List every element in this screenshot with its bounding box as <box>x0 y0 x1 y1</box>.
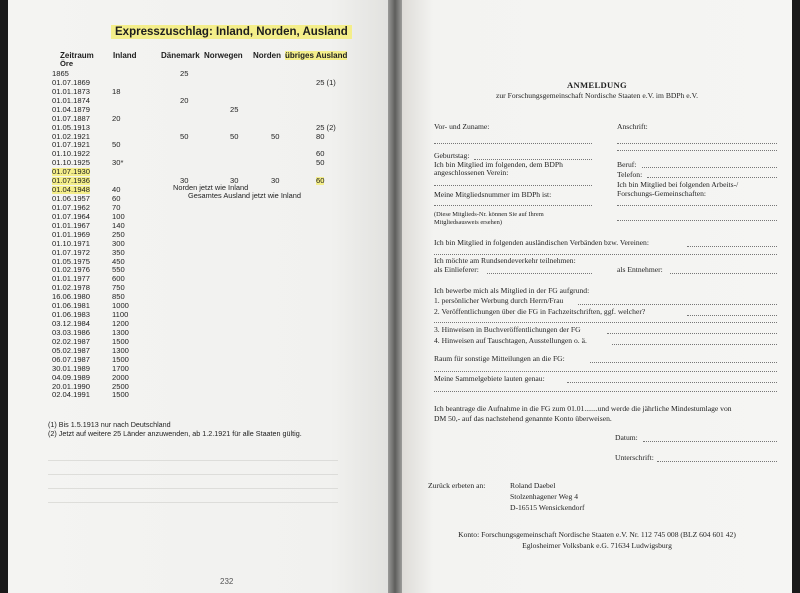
reason-4-field[interactable] <box>612 344 777 345</box>
header-zeitraum: Zeitraum <box>60 51 94 60</box>
member-number-label: Meine Mitgliedsnummer im BDPh ist: <box>434 190 552 199</box>
workgroups-field-1[interactable] <box>617 205 777 206</box>
date-cell: 01.06.1983 <box>52 310 91 320</box>
header-uebriges-ausland: übriges Ausland <box>285 51 348 60</box>
rate-cell: 50 <box>316 158 325 168</box>
date-cell: 01.07.1962 <box>52 202 91 212</box>
collection-label: Meine Sammelgebiete lauten genau: <box>434 374 545 383</box>
return-street: Stolzenhagener Weg 4 <box>510 492 578 501</box>
date-cell: 01.10.1971 <box>52 238 91 248</box>
application-text-1: Ich beantrage die Aufnahme in die FG zum 01.01.......und werde die jährliche Mindestumlage von <box>434 404 732 413</box>
table-title: Expresszuschlag: Inland, Norden, Ausland <box>111 25 352 39</box>
job-field[interactable] <box>642 167 777 168</box>
member-of-label-2: angeschlossenen Verein: <box>434 168 509 177</box>
rate-cell: 20 <box>112 113 121 123</box>
return-label: Zurück erbeten an: <box>428 481 486 490</box>
reason-2-field-2[interactable] <box>434 322 777 323</box>
date-cell: 1865 <box>52 69 69 78</box>
date-cell: 02.02.1987 <box>52 336 91 346</box>
taker-field[interactable] <box>670 273 777 274</box>
header-norwegen: Norwegen <box>204 51 243 60</box>
rate-cell: 40 <box>112 185 121 195</box>
job-label: Beruf: <box>617 160 637 169</box>
return-city: D-16515 Wensickendorf <box>510 503 585 512</box>
rate-cell: 30* <box>112 158 124 168</box>
date-cell: 01.04.1948 <box>52 185 91 195</box>
address-label: Anschrift: <box>617 122 648 131</box>
date-cell: 06.07.1987 <box>52 354 91 364</box>
member-number-note-1: (Diese Mitglieds-Nr. können Sie auf Ihrem <box>434 211 544 218</box>
workgroups-label-2: Forschungs-Gemeinschaften: <box>617 189 706 198</box>
member-of-field[interactable] <box>434 185 592 186</box>
rate-cell: 1100 <box>112 310 129 320</box>
rate-cell: 1300 <box>112 345 129 355</box>
reason-3-field[interactable] <box>607 333 777 334</box>
header-inland: Inland <box>113 51 137 60</box>
date-cell: 01.02.1921 <box>52 131 91 141</box>
rate-cell: 2000 <box>112 372 129 382</box>
rate-cell: 1500 <box>112 390 129 400</box>
other-field-2[interactable] <box>434 371 777 372</box>
workgroups-field-2[interactable] <box>617 220 777 221</box>
date-cell: 01.06.1957 <box>52 194 91 204</box>
member-of-label-1: Ich bin Mitglied im folgenden, dem BDPh <box>434 160 563 169</box>
rate-cell: 550 <box>112 265 125 275</box>
date-cell: 20.01.1990 <box>52 381 91 391</box>
reason-2: 2. Veröffentlichungen über die FG in Fachzeitschriften, ggf. welcher? <box>434 307 646 316</box>
rate-cell: 60 <box>112 194 121 204</box>
form-title: ANMELDUNG <box>567 80 627 90</box>
rate-cell: 1300 <box>112 327 129 337</box>
rate-cell: 250 <box>112 229 125 239</box>
rate-cell: 30 <box>271 176 280 186</box>
reason-2-field[interactable] <box>687 315 777 316</box>
collection-field-2[interactable] <box>434 391 777 392</box>
signature-label: Unterschrift: <box>615 453 654 462</box>
account-line-1: Konto: Forschungsgemeinschaft Nordische Staaten e.V. Nr. 112 745 008 (BLZ 604 601 42) <box>458 530 736 539</box>
address-field[interactable] <box>617 143 777 144</box>
supplier-label: als Einlieferer: <box>434 265 479 274</box>
date-cell: 01.01.1977 <box>52 274 91 284</box>
collection-field[interactable] <box>567 382 777 383</box>
date-label: Datum: <box>615 433 638 442</box>
rate-cell: 1000 <box>112 301 129 311</box>
rate-cell: 140 <box>112 220 125 230</box>
rate-cell: 100 <box>112 211 125 221</box>
rate-cell: 350 <box>112 247 125 257</box>
rate-cell: 750 <box>112 283 125 293</box>
rate-cell: 60 <box>316 176 325 186</box>
member-number-field[interactable] <box>434 205 592 206</box>
note-norden: Norden jetzt wie Inland <box>173 183 249 192</box>
account-line-2: Eglosheimer Volksbank e.G. 71634 Ludwigsburg <box>522 541 672 550</box>
date-cell: 01.02.1976 <box>52 265 91 275</box>
workgroups-label-1: Ich bin Mitglied bei folgenden Arbeits-/ <box>617 180 739 189</box>
rate-cell: 25 <box>230 104 239 114</box>
name-field[interactable] <box>434 143 592 144</box>
rate-cell: 50 <box>230 131 239 141</box>
other-label: Raum für sonstige Mitteilungen an die FG: <box>434 354 565 363</box>
date-cell: 30.01.1989 <box>52 363 91 373</box>
date-cell: 01.07.1930 <box>52 167 91 177</box>
unit-row: Öre <box>60 59 74 68</box>
left-page <box>8 0 388 593</box>
date-cell: 01.01.1967 <box>52 220 91 230</box>
date-cell: 04.09.1989 <box>52 372 91 382</box>
book-spine <box>388 0 402 593</box>
rate-cell: 25 (1) <box>316 77 336 87</box>
date-cell: 01.07.1887 <box>52 113 91 123</box>
date-cell: 05.02.1987 <box>52 345 91 355</box>
return-name: Roland Daebel <box>510 481 556 490</box>
rate-cell: 850 <box>112 292 125 302</box>
rate-cell: 20 <box>180 95 189 105</box>
date-cell: 01.10.1922 <box>52 149 91 159</box>
phone-label: Telefon: <box>617 170 643 179</box>
birthday-label: Geburtstag: <box>434 151 470 160</box>
circulation-label: Ich möchte am Rundsendeverkehr teilnehmen: <box>434 256 576 265</box>
date-cell: 03.12.1984 <box>52 319 91 329</box>
date-cell: 01.07.1921 <box>52 140 91 150</box>
date-cell: 01.05.1913 <box>52 122 91 132</box>
form-subtitle: zur Forschungsgemeinschaft Nordische Staaten e.V. im BDPh e.V. <box>496 91 698 100</box>
rate-cell: 1500 <box>112 354 129 364</box>
right-page <box>402 0 792 593</box>
foreign-assoc-field[interactable] <box>687 246 777 247</box>
member-number-note-2: Mitgliedsausweis ersehen) <box>434 219 502 226</box>
date-cell: 16.06.1980 <box>52 292 91 302</box>
application-text-2: DM 50,- auf das nachstehend genannte Konto überweisen. <box>434 414 612 423</box>
foreign-assoc-field-2[interactable] <box>434 254 777 255</box>
rate-cell: 18 <box>112 86 121 96</box>
rate-cell: 50 <box>180 131 189 141</box>
rate-cell: 50 <box>112 140 121 150</box>
taker-label: als Entnehmer: <box>617 265 663 274</box>
rate-cell: 450 <box>112 256 125 266</box>
rate-cell: 1200 <box>112 319 129 329</box>
rate-cell: 1500 <box>112 336 129 346</box>
rate-cell: 600 <box>112 274 125 284</box>
date-cell: 01.01.1874 <box>52 95 91 105</box>
rate-cell: 25 (2) <box>316 122 336 132</box>
address-line-2[interactable] <box>617 150 777 151</box>
other-field[interactable] <box>590 362 777 363</box>
rate-cell: 50 <box>271 131 280 141</box>
page-number: 232 <box>220 577 234 586</box>
reason-4: 4. Hinweisen auf Tauschtagen, Ausstellungen o. ä. <box>434 336 587 345</box>
footnote-2: (2) Jetzt auf weitere 25 Länder anzuwenden, ab 1.2.1921 für alle Staaten gültig. <box>48 429 302 438</box>
header-norden: Norden <box>253 51 281 60</box>
date-cell: 01.01.1969 <box>52 229 91 239</box>
footnote-1: (1) Bis 1.5.1913 nur nach Deutschland <box>48 420 171 429</box>
date-cell: 01.02.1978 <box>52 283 91 293</box>
phone-field[interactable] <box>647 177 777 178</box>
date-cell: 02.04.1991 <box>52 390 91 400</box>
date-cell: 01.10.1925 <box>52 158 91 168</box>
reason-1-field[interactable] <box>578 304 777 305</box>
date-cell: 01.07.1964 <box>52 211 91 221</box>
date-field[interactable] <box>643 441 777 442</box>
date-cell: 01.07.1869 <box>52 77 91 87</box>
rate-cell: 30 <box>230 176 239 186</box>
date-cell: 01.01.1873 <box>52 86 91 96</box>
date-cell: 01.06.1981 <box>52 301 91 311</box>
reason-3: 3. Hinweisen in Buchveröffentlichungen der FG <box>434 325 581 334</box>
supplier-field[interactable] <box>487 273 592 274</box>
reason-1: 1. persönlicher Werbung durch Herrn/Frau <box>434 296 564 305</box>
rate-cell: 1700 <box>112 363 129 373</box>
rate-cell: 2500 <box>112 381 129 391</box>
signature-field[interactable] <box>657 461 777 462</box>
rate-cell: 30 <box>180 176 189 186</box>
date-cell: 03.03.1986 <box>52 327 91 337</box>
header-daenemark: Dänemark <box>161 51 200 60</box>
rate-cell: 70 <box>112 202 121 212</box>
apply-reason-label: Ich bewerbe mich als Mitglied in der FG aufgrund: <box>434 286 590 295</box>
note-ausland: Gesamtes Ausland jetzt wie Inland <box>188 191 301 200</box>
rate-cell: 80 <box>316 131 325 141</box>
rate-cell: 60 <box>316 149 325 159</box>
foreign-assoc-label: Ich bin Mitglied in folgenden ausländischen Verbänden bzw. Vereinen: <box>434 238 649 247</box>
date-cell: 01.04.1879 <box>52 104 91 114</box>
name-label: Vor- und Zuname: <box>434 122 490 131</box>
date-cell: 01.07.1972 <box>52 247 91 257</box>
date-cell: 01.07.1936 <box>52 176 91 186</box>
rate-cell: 25 <box>180 69 189 78</box>
rate-cell: 300 <box>112 238 125 248</box>
date-cell: 01.05.1975 <box>52 256 91 266</box>
